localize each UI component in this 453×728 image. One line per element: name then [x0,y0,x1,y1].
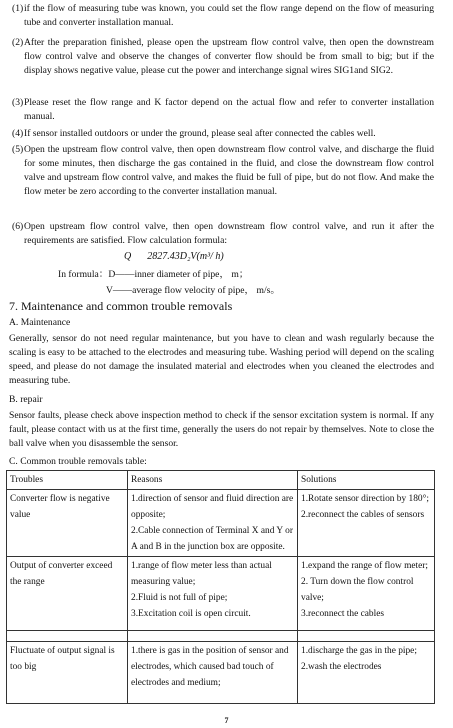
step-number: (2) [12,37,24,48]
header-solutions: Solutions [298,471,435,490]
solutions-cell [298,490,435,557]
formula-desc-v: V——average flow velocity of pipe， m/s。 [106,285,280,296]
header-reasons: Reasons [128,471,298,490]
reasons-cell [128,557,298,631]
reasons-cell [128,490,298,557]
table-row [7,642,435,704]
table-header-row [7,471,435,490]
step-number: (4) [12,128,24,139]
reasons-cell [128,642,298,704]
solution-line: 1.expand the range of flow meter; 2. Turn down the flow control valve; [301,561,429,603]
table-spacer-row [7,631,435,642]
solution-line: 3.reconnect the cables [301,609,385,619]
table-row [7,557,435,631]
solutions-cell [298,557,435,631]
subsection-b-title: B. repair [9,394,43,405]
step-text: if the flow of measuring tube was known, you could set the flow range depend on the flow of measuring tube and converter installation manual. [24,3,434,28]
maintenance-paragraph: Generally, sensor do not need regular maintenance, but you have to clean and wash regularly because the scaling is easy to be attached to the electrodes and measuring tube. Washing period will depend on the scaling speed, and please do not damage the insulated material and electrodes when you cleaned the electrodes and measuring tube. [9,333,434,386]
solution-line: 2.reconnect the cables of sensors [301,510,425,520]
formula-lhs: Q [124,251,132,262]
trouble-table [6,470,435,704]
step-text: Open the upstream flow control valve, then open downstream flow control valve, and discharge the fluid for some minutes, then discharge the gas contained in the fluid, and close the downstream flow control valve and upstream flow control valve, and makes the fluid be full of pipe, but do not flow. And make the flow meter be zero according to the converter installation manual. [24,144,434,197]
solution-line: 1.discharge the gas in the pipe; [301,646,417,656]
step-text: After the preparation finished, please open the upstream flow control valve, then open the downstream flow control valve and observe the changes of converter flow should be from small to big; but if the display shows negative value, please cut the power and interchange signal wires SIG1and SIG2. [24,37,434,76]
trouble-cell: Fluctuate of output signal is too big [7,642,128,704]
trouble-cell: Converter flow is negative value [7,490,128,557]
solution-line: 2.wash the electrodes [301,662,382,672]
reason-line: 3.Excitation coil is open circuit. [131,609,251,619]
step-5 [12,143,434,199]
reason-line: 2.Cable connection of Terminal X and Y or A and B in the junction box are opposite. [131,526,293,552]
reason-line: 2.Fluid is not full of pipe; [131,593,228,603]
step-text: If sensor installed outdoors or under the ground, please seal after connected the cables well. [24,128,376,139]
reason-line: 1.there is gas in the position of sensor and electrodes, which caused bad touch of electrodes and medium; [131,646,289,688]
step-3 [12,96,434,124]
trouble-cell: Output of converter exceed the range [7,557,128,631]
step-number: (1) [12,3,24,14]
solution-line: 1.Rotate sensor direction by 180°; [301,494,429,504]
reason-line: 1.range of flow meter less than actual measuring value; [131,561,272,587]
repair-paragraph: Sensor faults, please check above inspection method to check if the sensor excitation system is normal. If any fault, please contact with us at the first time, generally the users do not repair by themselves. Note to close the ball valve when you disassemble the sensor. [9,410,434,449]
table-row [7,490,435,557]
step-number: (5) [12,144,24,155]
step-6 [12,220,434,248]
step-text: Please reset the flow range and K factor depend on the actual flow and refer to converter installation manual. [24,97,434,122]
header-troubles: Troubles [7,471,128,490]
reason-line: 1.direction of sensor and fluid direction are opposite; [131,494,294,520]
page-number: 7 [224,716,229,725]
solutions-cell [298,642,435,704]
step-1 [12,2,434,30]
step-text: Open upstream flow control valve, then open downstream flow control valve, and run it after the requirements are satisfied. Flow calculation formula: [24,221,434,246]
step-number: (6) [12,221,24,232]
formula-rhs: 2827.43D₂V(m³/ h) [147,251,224,262]
step-2 [12,36,434,78]
subsection-a-title: A. Maintenance [9,317,71,328]
section-heading: 7. Maintenance and common trouble removals [9,299,233,313]
step-4 [12,127,434,141]
step-number: (3) [12,97,24,108]
formula-desc-d: In formula：D——inner diameter of pipe， m； [58,269,249,280]
flow-formula [124,250,224,264]
subsection-c-title: C. Common trouble removals table: [9,456,147,467]
